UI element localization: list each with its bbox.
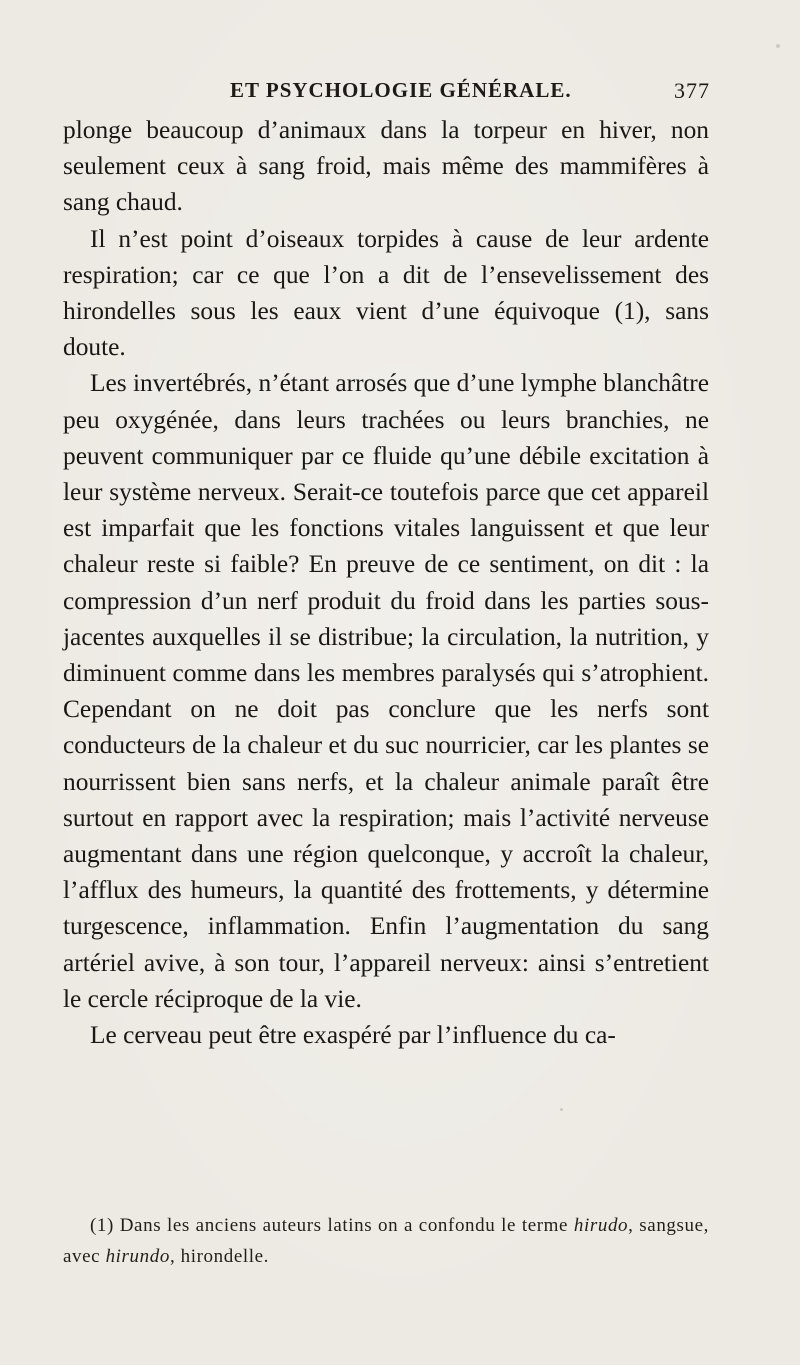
page-number: 377 [674,78,710,103]
footnote-term-hirudo: hirudo [573,1215,629,1236]
footnote-text-after: , hirondelle. [169,1246,270,1267]
main-text [63,112,709,1053]
paper-speck [776,44,780,48]
footnote-text-before: (1) Dans les anciens auteurs latins on a confondu le terme [90,1215,574,1236]
paragraph-invertebres: Les invertébrés, n’étant arrosés que d’une lymphe blanchâtre peu oxygénée, dans leurs trachées ou leurs branchies, ne peuvent communiquer par ce fluide qu’une débile excitation à leur système nerveux. Serait-ce toutefois parce que cet appareil est imparfait que les fonctions vitales languissent et que leur chaleur reste si faible? En preuve de ce sentiment, on dit : la compression d’un nerf produit du froid dans les parties sous-jacentes auxquelles il se distribue; la circulation, la nutrition, y diminuent comme dans les membres paralysés qui s’atrophient. Cependant on ne doit pas conclure que les nerfs sont conducteurs de la chaleur et du suc nourricier, car les plantes se nourrissent bien sans nerfs, et la chaleur animale paraît être surtout en rapport avec la respiration; mais l’activité nerveuse augmentant dans une région quelconque, y accroît la chaleur, l’afflux des humeurs, la quantité des frottements, y détermine turgescence, inflammation. Enfin l’augmentation du sang artériel avive, à son tour, l’appareil nerveux: ainsi s’entretient le cercle réciproque de la vie. [63,369,709,1013]
running-header [230,78,710,108]
footnote [63,1210,709,1272]
footnote-term-hirundo: hirundo [105,1246,170,1267]
paragraph-oiseaux: Il n’est point d’oiseaux torpides à cause de leur ardente respiration; car ce que l’on a dit de l’ensevelissement des hirondelles sous les eaux vient d’une équivoque (1), sans doute. [63,224,709,362]
paragraph-continued: plonge beaucoup d’animaux dans la torpeur en hiver, non seulement ceux à sang froid, mais même des mammifères à sang chaud. [63,116,709,217]
paragraph-cerveau: Le cerveau peut être exaspéré par l’influence du ca- [90,1021,616,1050]
running-title: ET PSYCHOLOGIE GÉNÉRALE. [230,78,572,102]
footnote-text-middle: , sangsue, avec [63,1215,709,1267]
footnote-text [63,1210,709,1272]
paper-speck [560,1108,563,1111]
